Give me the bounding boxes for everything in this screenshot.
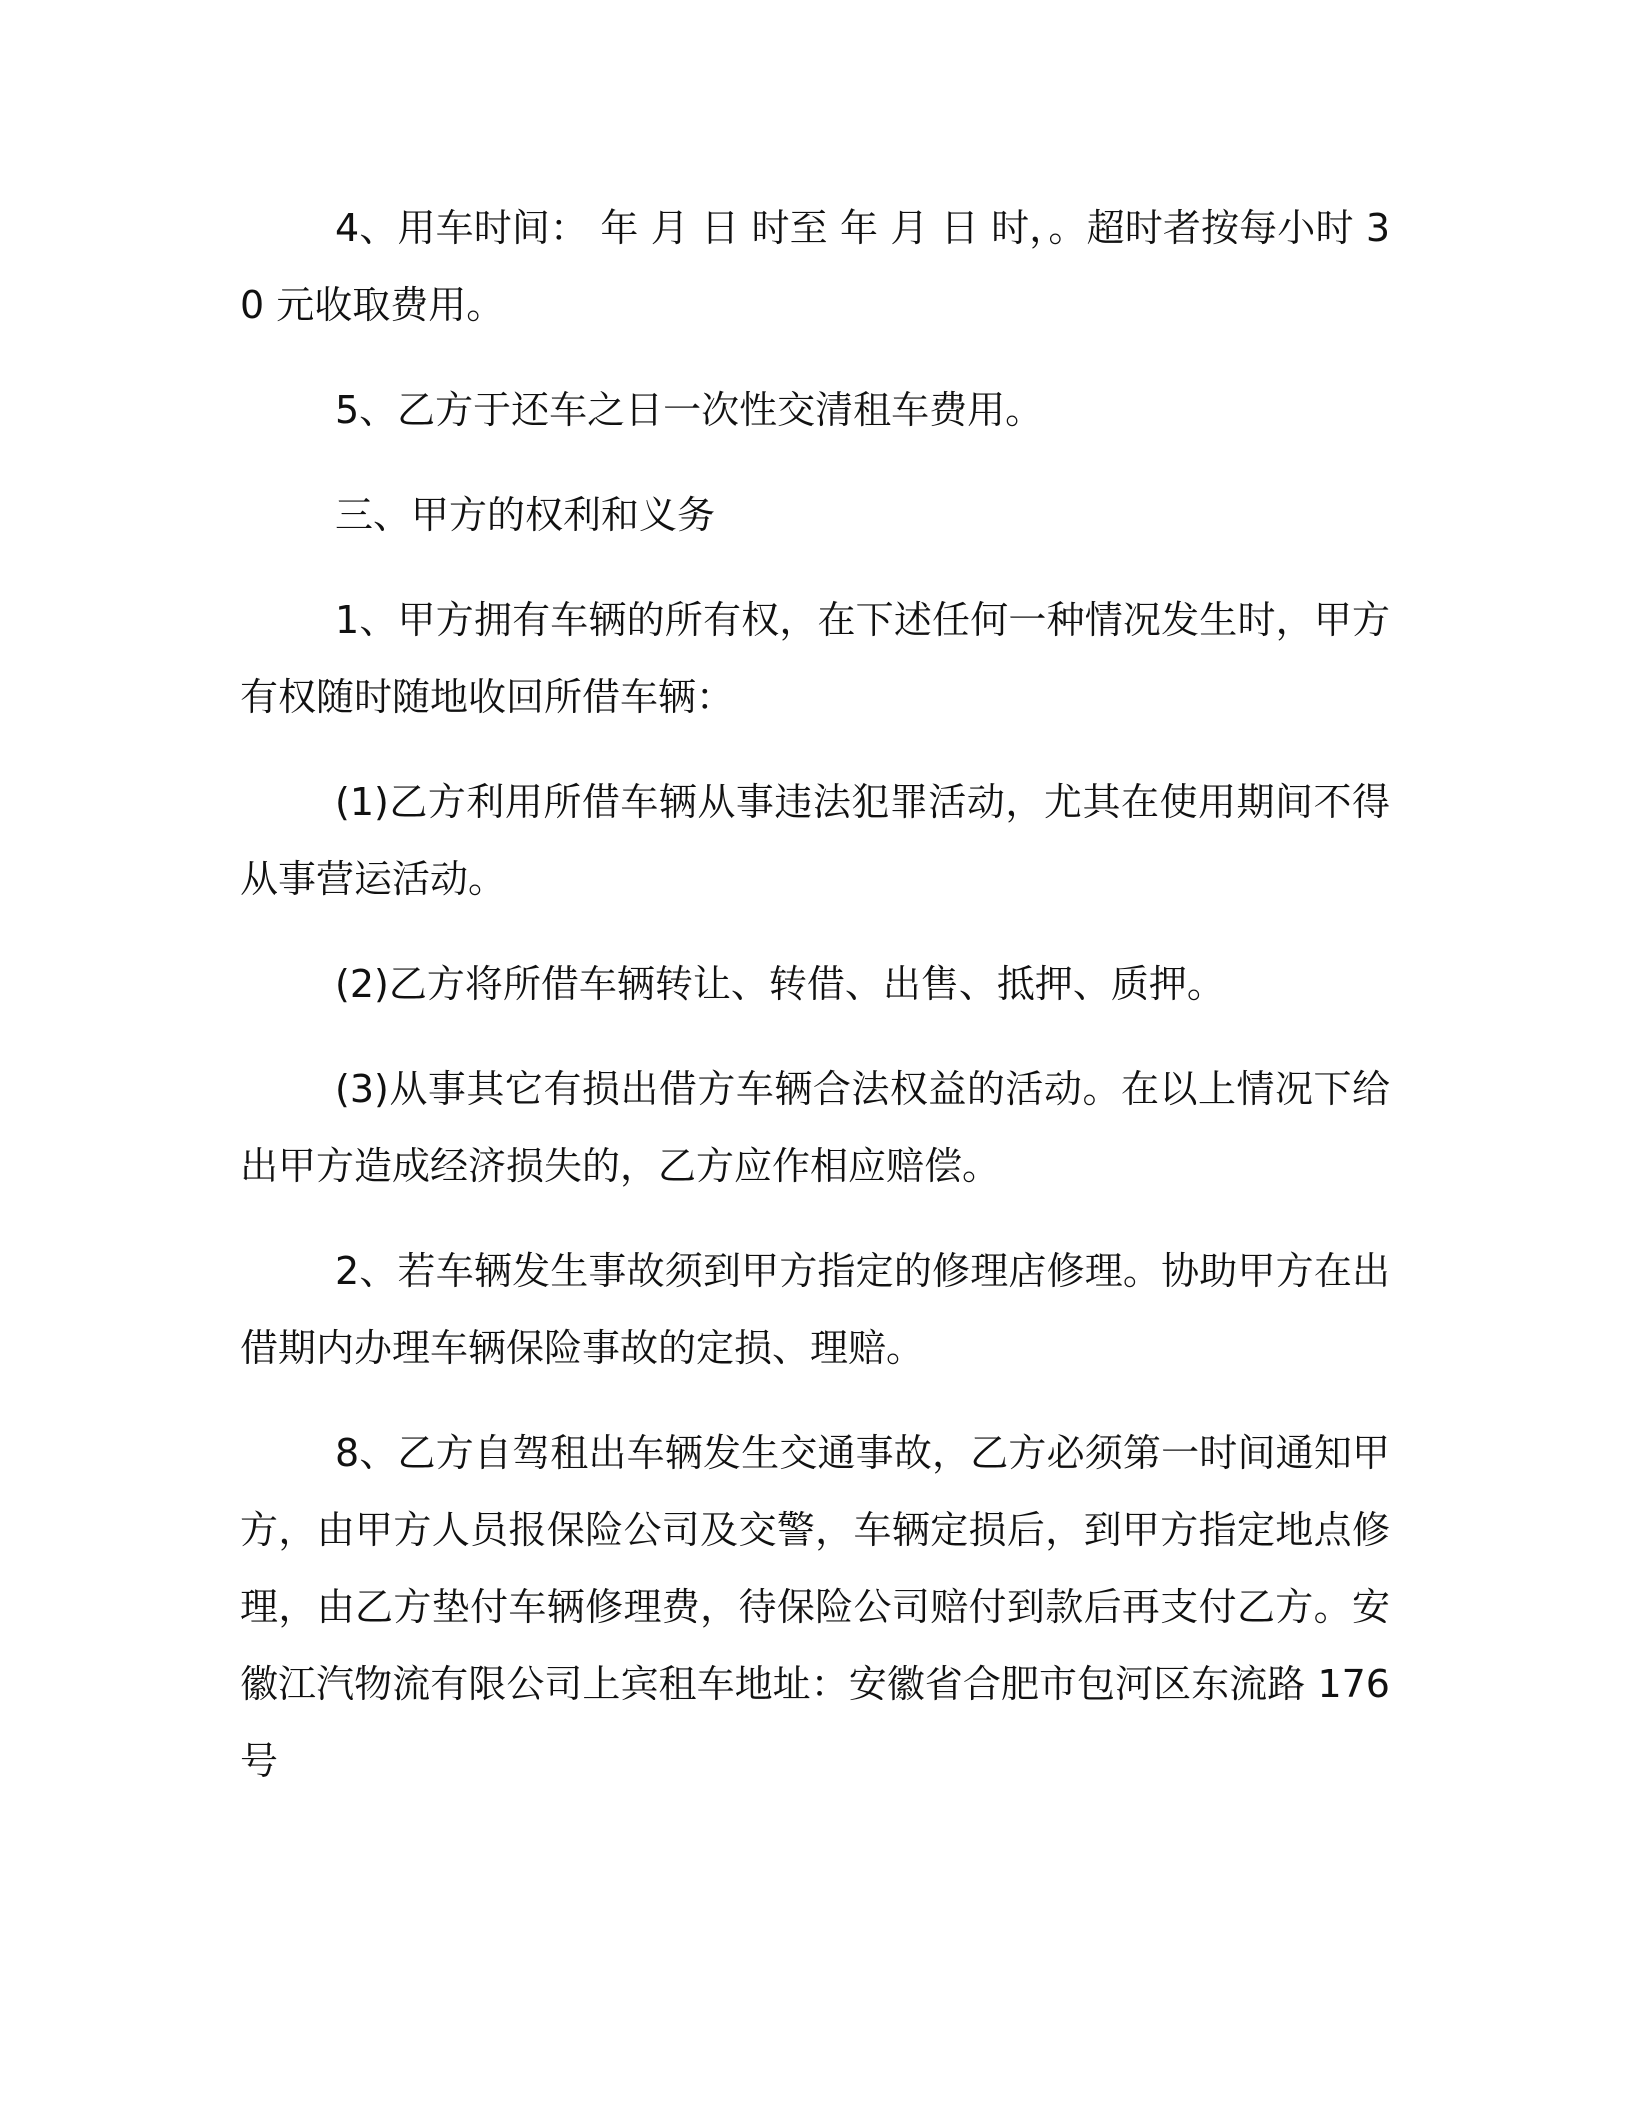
paragraph-clause-2: (2)乙方将所借车辆转让、转借、出售、抵押、质押。 <box>335 962 1225 1006</box>
paragraph-traffic-accident: 8、乙方自驾租出车辆发生交通事故，乙方必须第一时间通知甲方，由甲方人员报保险公司及交警，车辆定损后，到甲方指定地点修理，由乙方垫付车辆修理费，待保险公司赔付到款后再支付乙方。安徽江汽物流有限公司上宾租车地址：安徽省合肥市包河区东流路 176 号 <box>240 1431 1390 1783</box>
paragraph-accident-repair: 2、若车辆发生事故须到甲方指定的修理店修理。协助甲方在出借期内办理车辆保险事故的定损、理赔。 <box>240 1249 1390 1370</box>
paragraph-clause-3: (3)从事其它有损出借方车辆合法权益的活动。在以上情况下给出甲方造成经济损失的，乙方应作相应赔偿。 <box>240 1067 1390 1188</box>
paragraph-ownership: 1、甲方拥有车辆的所有权，在下述任何一种情况发生时，甲方有权随时随地收回所借车辆： <box>240 598 1390 719</box>
paragraph-rental-time: 4、用车时间： 年 月 日 时至 年 月 日 时，。超时者按每小时 30 元收取费用。 <box>240 206 1390 327</box>
paragraph-payment: 5、乙方于还车之日一次性交清租车费用。 <box>335 388 1044 432</box>
paragraph-clause-1: (1)乙方利用所借车辆从事违法犯罪活动，尤其在使用期间不得从事营运活动。 <box>240 780 1390 901</box>
section-heading-party-a-rights: 三、甲方的权利和义务 <box>335 493 716 537</box>
document-body <box>240 190 1390 1800</box>
